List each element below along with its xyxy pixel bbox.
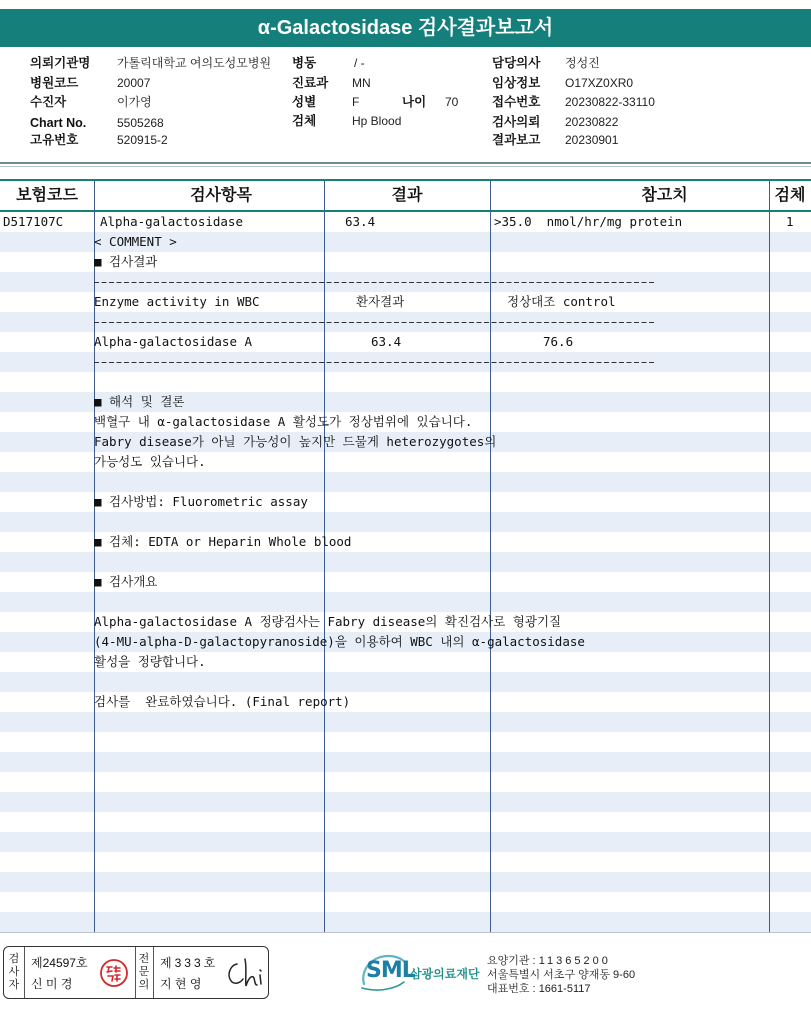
- care-institution-line: [487, 954, 611, 968]
- comment-heading: < COMMENT >: [94, 234, 177, 249]
- organization-name: 삼광의료재단: [410, 967, 480, 981]
- header-insurance-code: 보험코드: [16, 187, 78, 204]
- label-physician: 담당의사: [492, 56, 541, 70]
- label-report-date: 결과보고: [492, 133, 541, 147]
- dashed-rule: [94, 362, 655, 363]
- signature-box-divider: [135, 947, 136, 998]
- label-department: 진료과: [292, 76, 329, 90]
- dashed-rule: [94, 322, 655, 323]
- label-receipt-no: 접수번호: [492, 95, 541, 109]
- report-title-bar: [0, 9, 811, 47]
- result-table-row-name: Alpha-galactosidase A: [94, 334, 253, 349]
- label-age: 나이: [402, 95, 427, 109]
- tester-name: 신 미 경: [31, 977, 73, 991]
- overview-line: Alpha-galactosidase A 정량검사는 Fabry disease의 확진검사로 형광기질: [94, 614, 562, 629]
- value-request-date: 20230822: [565, 115, 619, 129]
- section-specimen: ■ 검체: EDTA or Heparin Whole blood: [94, 534, 352, 549]
- label-request-date: 검사의뢰: [492, 115, 541, 129]
- info-separator: [0, 162, 811, 164]
- header-test-item: 검사항목: [190, 187, 252, 204]
- tester-license: 제24597호: [31, 956, 88, 970]
- section-heading-result: ■ 검사결과: [94, 254, 158, 269]
- value-unique-id: 520915-2: [117, 133, 168, 147]
- interpretation-line: 가능성도 있습니다.: [94, 454, 206, 469]
- column-divider: [769, 181, 770, 932]
- value-age: 70: [445, 95, 459, 109]
- result-table-header-name: Enzyme activity in WBC: [94, 294, 260, 309]
- value-clinical-info: O17XZ0XR0: [565, 76, 634, 90]
- value-physician: 정성진: [565, 56, 600, 70]
- cell-insurance-code: D517107C: [3, 214, 64, 229]
- signature-box-divider: [24, 947, 25, 998]
- label-hospital-code: 병원코드: [30, 76, 79, 90]
- label-sex: 성별: [292, 95, 317, 109]
- phone-line: [487, 982, 590, 996]
- cell-specimen: 1: [786, 214, 794, 229]
- result-table-header-control: 정상대조 control: [507, 294, 616, 309]
- result-table-header-patient: 환자결과: [356, 294, 405, 309]
- column-divider: [324, 181, 325, 932]
- signature-box-divider: [153, 947, 154, 998]
- final-report-note: 검사를 완료하였습니다. (Final report): [94, 694, 351, 709]
- overview-line: (4-MU-alpha-D-galactopyranoside)을 이용하여 WBC 내의 α-galactosidase: [94, 634, 585, 649]
- section-method: ■ 검사방법: Fluorometric assay: [94, 494, 308, 509]
- dashed-rule: [94, 282, 655, 283]
- label-clinical-info: 임상정보: [492, 76, 541, 90]
- header-reference: 참고치: [641, 187, 688, 204]
- value-receipt-no: 20230822-33110: [565, 95, 655, 109]
- table-top-border: [0, 179, 811, 181]
- interpretation-line: 백혈구 내 α-galactosidase A 활성도가 정상범위에 있습니다.: [94, 414, 473, 429]
- handwritten-signature-icon: [222, 955, 264, 991]
- specialist-license: 제333호: [160, 956, 219, 970]
- header-specimen: 검체: [774, 187, 806, 204]
- phone-label: 대표번호 :: [487, 983, 536, 995]
- overview-line: 활성을 정량합니다.: [94, 654, 206, 669]
- value-requesting-institution: 가톨릭대학교 여의도성모병원: [117, 56, 272, 70]
- label-unique-id: 고유번호: [30, 133, 79, 147]
- table-bottom-border: [0, 932, 811, 933]
- section-heading-overview: ■ 검사개요: [94, 574, 158, 589]
- label-ward: 병동: [292, 56, 317, 70]
- label-requesting-institution: 의뢰기관명: [30, 56, 91, 70]
- value-patient-name: 이가영: [117, 95, 152, 109]
- sml-logo-text: SML: [366, 958, 415, 983]
- signature-box: [3, 946, 269, 999]
- column-divider: [490, 181, 491, 932]
- value-report-date: 20230901: [565, 133, 619, 147]
- value-hospital-code: 20007: [117, 76, 151, 90]
- label-chart-no: Chart No.: [30, 116, 87, 130]
- header-result: 결과: [391, 187, 423, 204]
- specialist-name: 지 현 영: [160, 977, 202, 991]
- value-chart-no: 5505268: [117, 116, 164, 130]
- care-institution-number: 11365200: [538, 955, 611, 967]
- cell-test-item: Alpha-galactosidase: [100, 214, 243, 229]
- info-separator-thin: [0, 166, 811, 167]
- specialist-role-label: 전문의: [138, 953, 150, 991]
- label-specimen: 검체: [292, 114, 317, 128]
- interpretation-line: Fabry disease가 아닐 가능성이 높지만 드물게 heterozygotes의: [94, 434, 497, 449]
- cell-reference: >35.0 nmol/hr/mg protein: [494, 214, 683, 229]
- phone-number: 1661-5117: [538, 983, 591, 995]
- value-ward: / -: [354, 56, 365, 70]
- tester-role-label: 검사자: [8, 953, 20, 991]
- address-line: 서울특별시 서초구 양재동 9-60: [487, 969, 636, 981]
- cell-result: 63.4: [345, 214, 376, 229]
- section-heading-interpretation: ■ 해석 및 결론: [94, 394, 185, 409]
- seal-stamp-icon: [99, 958, 129, 988]
- result-table-row-patient: 63.4: [371, 334, 402, 349]
- value-specimen: Hp Blood: [352, 114, 402, 128]
- report-title: α-Galactosidase 검사결과보고서: [257, 17, 554, 39]
- result-table-row-control: 76.6: [543, 334, 574, 349]
- value-sex: F: [352, 95, 360, 109]
- care-institution-label: 요양기관 :: [487, 955, 536, 967]
- label-patient-name: 수진자: [30, 95, 67, 109]
- value-department: MN: [352, 76, 371, 90]
